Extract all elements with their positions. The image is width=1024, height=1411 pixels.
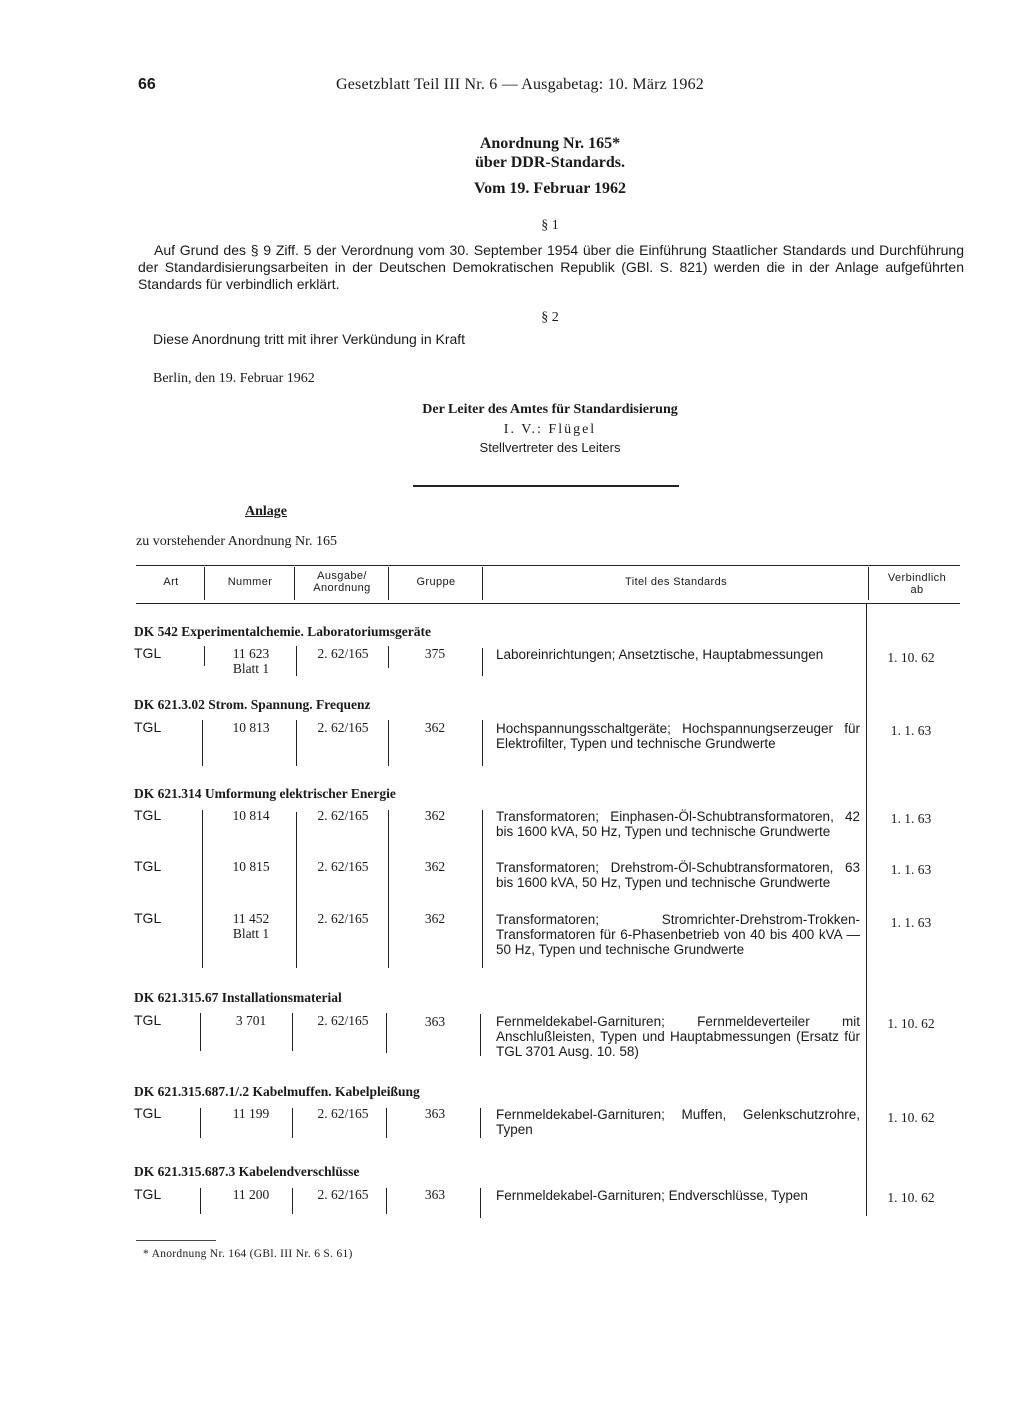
row-art: TGL: [134, 645, 162, 661]
row-ab: 1. 1. 63: [890, 723, 932, 738]
col-header-gruppe: Gruppe: [416, 576, 456, 588]
col-header-art: Art: [163, 576, 179, 588]
row-titel: Hochspannungsschaltgeräte; Hochspannungserzeuger für Elektrofilter, Typen und technische Grundwerte: [496, 721, 860, 751]
section-2-sign: § 2: [541, 310, 559, 325]
section-2-text: Diese Anordnung tritt mit ihrer Verkündung in Kraft: [153, 331, 466, 347]
place-date: Berlin, den 19. Februar 1962: [153, 371, 315, 386]
row-sep: [480, 1108, 481, 1138]
row-gruppe: 363: [424, 1187, 446, 1202]
row-nummer: 10 814: [232, 808, 270, 823]
row-art: TGL: [134, 1105, 162, 1121]
annex-subtitle: zu vorstehender Anordnung Nr. 165: [136, 534, 338, 549]
row-gruppe: 363: [424, 1106, 446, 1121]
group-heading: DK 621.315.67 Installationsmaterial: [134, 990, 342, 1005]
row-ab: 1. 10. 62: [887, 1110, 935, 1125]
row-sep: [482, 648, 483, 676]
row-art: TGL: [134, 858, 162, 874]
header-sep: [868, 567, 869, 600]
col-header-nummer: Nummer: [227, 576, 273, 588]
section-divider: [413, 485, 679, 487]
row-nummer: 11 199: [232, 1106, 270, 1121]
header-sep: [204, 567, 205, 600]
row-art: TGL: [134, 807, 162, 823]
row-nummer-blatt: Blatt 1: [232, 661, 270, 676]
section-1-sign: § 1: [541, 218, 559, 233]
row-titel: Fernmeldekabel-Garnituren; Fernmeldeverteiler mit Anschlußleisten, Typen und Hauptabmessungen (Ersatz für TGL 3701 Ausg. 10. 58): [496, 1014, 860, 1059]
order-subject: über DDR-Standards.: [475, 154, 625, 171]
col-header-titel: Titel des Standards: [625, 576, 727, 588]
group-heading: DK 621.315.687.3 Kabelendverschlüsse: [134, 1164, 360, 1179]
row-ab: 1. 1. 63: [890, 811, 932, 826]
row-sep: [296, 646, 297, 676]
row-art: TGL: [134, 1186, 162, 1202]
col-header-verbindlich-2: ab: [910, 584, 924, 596]
row-sep: [386, 1188, 387, 1214]
row-ab: 1. 1. 63: [890, 862, 932, 877]
row-gruppe: 362: [424, 808, 446, 823]
row-nummer: 11 623: [232, 646, 270, 661]
table-top-rule: [136, 565, 960, 566]
row-nummer: 11 452: [232, 911, 270, 926]
col-header-ausgabe-1: Ausgabe/: [317, 570, 367, 582]
row-nummer-blatt: Blatt 1: [232, 926, 270, 941]
row-sep: [200, 1013, 201, 1051]
page-header: [138, 76, 778, 100]
signer-role: Stellvertreter des Leiters: [479, 440, 621, 455]
row-sep: [200, 1108, 201, 1138]
row-art: TGL: [134, 910, 162, 926]
row-sep: [292, 1188, 293, 1214]
group-heading: DK 621.315.687.1/.2 Kabelmuffen. Kabelpleißung: [134, 1084, 420, 1099]
row-sep: [388, 646, 389, 668]
group-heading: DK 621.3.02 Strom. Spannung. Frequenz: [134, 697, 371, 712]
order-title: Anordnung Nr. 165*: [479, 135, 621, 152]
row-sep: [296, 812, 297, 968]
row-art: TGL: [134, 719, 162, 735]
row-ausgabe: 2. 62/165: [317, 1013, 369, 1028]
footnote-rule: [136, 1240, 216, 1241]
row-ausgabe: 2. 62/165: [317, 808, 369, 823]
footnote: * Anordnung Nr. 164 (GBl. III Nr. 6 S. 61): [143, 1248, 353, 1260]
row-titel: Transformatoren; Einphasen-Öl-Schubtransformatoren, 42 bis 1600 kVA, 50 Hz, Typen und technische Grundwerte: [496, 809, 860, 839]
row-ausgabe: 2. 62/165: [317, 1106, 369, 1121]
row-ab: 1. 10. 62: [887, 1016, 935, 1031]
row-titel: Transformatoren; Stromrichter-Drehstrom-Trokken-Transformatoren für 6-Phasenbetrieb von 40 bis 400 kVA — 50 Hz, Typen und technische Grundwerte: [496, 912, 860, 957]
annex-title: Anlage: [245, 504, 287, 519]
row-sep: [292, 1108, 293, 1138]
order-date: Vom 19. Februar 1962: [474, 180, 626, 197]
row-ab: 1. 10. 62: [887, 650, 935, 665]
row-sep: [200, 1188, 201, 1214]
row-ab: 1. 10. 62: [887, 1190, 935, 1205]
row-ausgabe: 2. 62/165: [317, 646, 369, 661]
row-ausgabe: 2. 62/165: [317, 859, 369, 874]
row-titel: Fernmeldekabel-Garnituren; Muffen, Gelenkschutzrohre, Typen: [496, 1107, 860, 1137]
row-sep: [296, 720, 297, 766]
row-titel: Fernmeldekabel-Garnituren; Endverschlüsse, Typen: [496, 1188, 808, 1203]
row-ausgabe: 2. 62/165: [317, 1187, 369, 1202]
row-sep: [386, 1108, 387, 1138]
col-header-ausgabe-2: Anordnung: [313, 582, 371, 594]
col-header-verbindlich-1: Verbindlich: [887, 572, 947, 584]
row-gruppe: 363: [424, 1014, 446, 1029]
row-nummer: 10 815: [232, 859, 270, 874]
row-nummer: 10 813: [232, 720, 270, 735]
signer-title: Der Leiter des Amtes für Standardisierung: [422, 402, 678, 417]
row-gruppe: 362: [424, 859, 446, 874]
row-sep: [292, 1013, 293, 1051]
running-head: Gesetzblatt Teil III Nr. 6 — Ausgabetag: 10. März 1962: [336, 76, 704, 93]
row-sep: [388, 720, 389, 766]
row-sep: [482, 810, 483, 968]
row-sep: [202, 810, 203, 968]
row-sep: [386, 1013, 387, 1053]
row-titel: Laboreinrichtungen; Ansetztische, Hauptabmessungen: [496, 647, 824, 662]
row-gruppe: 362: [424, 911, 446, 926]
row-sep: [388, 810, 389, 968]
row-sep: [480, 1014, 481, 1056]
group-heading: DK 542 Experimentalchemie. Laboratoriumsgeräte: [134, 624, 431, 639]
signer-name: I. V.: Flügel: [503, 422, 597, 437]
group-heading: DK 621.314 Umformung elektrischer Energie: [134, 786, 396, 801]
row-nummer: 3 701: [235, 1013, 267, 1028]
row-ausgabe: 2. 62/165: [317, 720, 369, 735]
date-column-rule: [866, 604, 867, 1216]
row-gruppe: 375: [424, 646, 446, 661]
row-ausgabe: 2. 62/165: [317, 911, 369, 926]
row-nummer: 11 200: [232, 1187, 270, 1202]
header-sep: [482, 567, 483, 600]
section-1-text: Auf Grund des § 9 Ziff. 5 der Verordnung vom 30. September 1954 über die Einführung Staatlicher Standards und Durchführung der Standardisierungsarbeiten in der Deutschen Demokratischen Republik (GBl. S. 821) werden die in der Anlage aufgeführten Standards für verbindlich erklärt.: [138, 242, 964, 292]
header-sep: [294, 567, 295, 600]
row-art: TGL: [134, 1012, 162, 1028]
row-sep: [204, 646, 205, 666]
row-sep: [480, 1188, 481, 1218]
row-titel: Transformatoren; Drehstrom-Öl-Schubtransformatoren, 63 bis 1600 kVA, 50 Hz, Typen und technische Grundwerte: [496, 860, 860, 890]
page-number: 66: [138, 76, 156, 93]
header-sep: [388, 567, 389, 600]
row-gruppe: 362: [424, 720, 446, 735]
row-sep: [202, 720, 203, 766]
row-ab: 1. 1. 63: [890, 915, 932, 930]
row-sep: [482, 720, 483, 766]
table-header-rule: [136, 603, 960, 604]
